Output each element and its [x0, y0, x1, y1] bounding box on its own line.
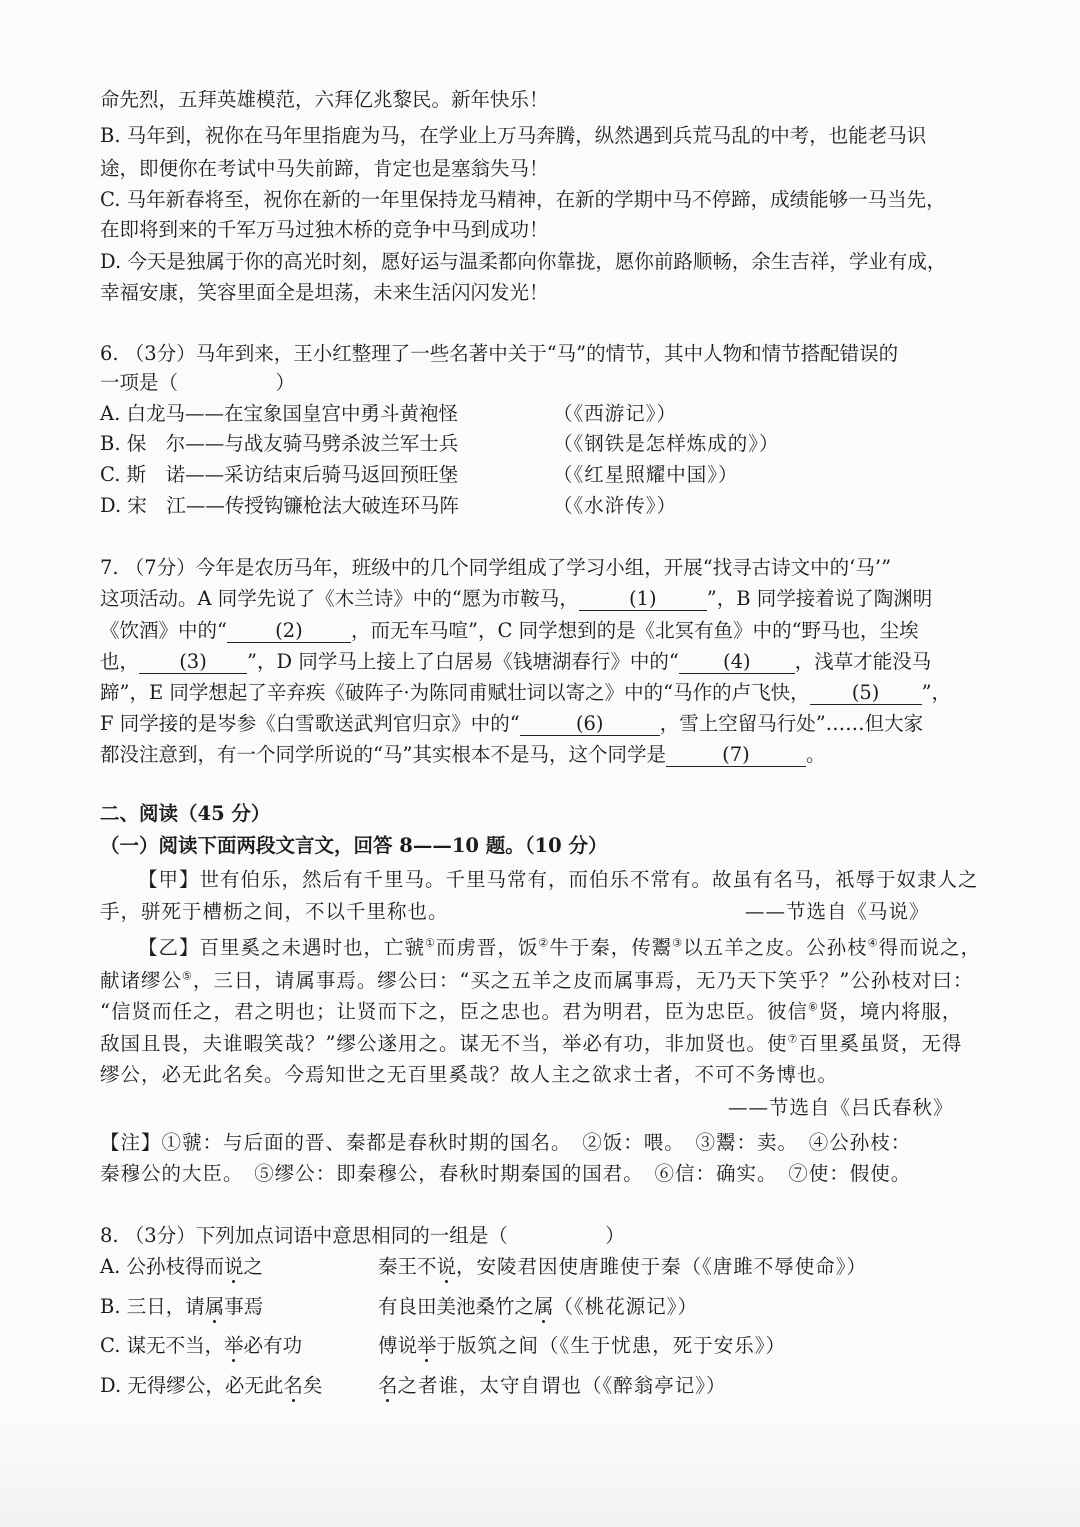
notes-line2: 秦穆公的大臣。 ⑤缪公：即秦穆公，春秋时期秦国的国君。 ⑥信：确实。 ⑦使：假使。 [100, 1162, 912, 1185]
passage-yi-line2 [100, 967, 973, 995]
passage-yi-line4 [100, 1030, 962, 1058]
q7-line6-text-b: ，雪上空留马行处”……但大家 [659, 712, 924, 735]
q7-blank-5[interactable]: (5) [810, 682, 922, 705]
q8-text: 之 [243, 1255, 264, 1278]
yi-text: 献诸缪公 [100, 969, 183, 992]
q8-text: 有良田美池桑竹之 [378, 1295, 535, 1318]
yi-text: “信贤而任之，君之明也；让贤而下之，臣之忠也。君为明君，臣为忠臣。彼信 [100, 1000, 808, 1023]
q8-text: D. 无得缪公，必无此 [100, 1374, 284, 1397]
yi-text: 贤，境内将服， [818, 1000, 963, 1023]
q8-text: 事焉 [224, 1295, 264, 1318]
dotted-word: 举 [224, 1334, 244, 1357]
dotted-word: 举 [417, 1334, 437, 1357]
q8-text: C. 谋无不当， [100, 1334, 225, 1357]
passage-yi-source: ——节选自《吕氏春秋》 [728, 1096, 954, 1119]
q8-option-a-left [100, 1253, 263, 1281]
note-ref: ⑦ [787, 1032, 799, 1046]
q8-text: 傅说 [378, 1334, 418, 1357]
q8-text: B. 三日，请 [100, 1295, 205, 1318]
yi-text: 以五羊之皮。公孙枝 [683, 936, 868, 959]
note-ref: ① [425, 936, 436, 950]
q8-option-c-left [100, 1332, 302, 1360]
q7-line4-text-a: 也， [100, 650, 140, 673]
q8-option-a-right [378, 1253, 867, 1281]
page-bottom-margin [0, 1420, 1080, 1527]
q8-text: 必有功 [243, 1334, 303, 1357]
yi-text: ，三日，请属事焉。缪公曰：“买之五羊之皮而属事焉，无乃天下笑乎？”公孙枝对曰： [192, 969, 974, 992]
note-ref: ④ [867, 936, 879, 950]
q7-blank-2[interactable]: (2) [227, 620, 351, 643]
prev-option-c-line2: 在即将到来的千军万马过独木桥的竞争中马到成功！ [100, 218, 549, 241]
q6-stem-line1: 6. （3分）马年到来，王小红整理了一些名著中关于“马”的情节，其中人物和情节搭配错误的 [100, 342, 899, 365]
q7-blank-3[interactable]: (3) [139, 651, 247, 674]
prev-option-a-tail: 命先烈，五拜英雄模范，六拜亿兆黎民。新年快乐！ [100, 88, 549, 111]
q7-line2-text-a: 这项活动。A 同学先说了《木兰诗》中的“愿为市鞍马， [100, 587, 579, 610]
dotted-word: 名 [283, 1374, 303, 1397]
q7-line5 [100, 679, 951, 707]
q8-text: 秦王不 [378, 1255, 437, 1278]
q7-blank-6[interactable]: (6) [520, 713, 660, 736]
prev-option-d-line1: D. 今天是独属于你的高光时刻，愿好运与温柔都向你靠拢，愿你前路顺畅，余生吉祥，学业有成， [100, 250, 947, 273]
q7-line7 [100, 741, 825, 769]
q6-stem-line2: 一项是（ ） [100, 371, 296, 394]
q6-option-a: A. 白龙马——在宝象国皇宫中勇斗黄袍怪 [100, 402, 458, 425]
subsection-heading: （一）阅读下面两段文言文，回答 8——10 题。（10 分） [100, 834, 608, 857]
note-ref: ③ [672, 936, 684, 950]
q8-option-b-left [100, 1293, 263, 1321]
q8-option-b-right [378, 1293, 698, 1321]
prev-option-b-line2: 途，即便你在考试中马失前蹄，肯定也是塞翁失马！ [100, 157, 549, 180]
q8-option-c-right [378, 1332, 786, 1360]
yi-text: 敌国且畏，夫谁暇笑哉？”缪公遂用之。谋无不当，举必有功，非加贤也。使 [100, 1032, 788, 1055]
q6-option-a-book: （《西游记》） [553, 402, 678, 425]
q8-text: （《桃花源记》） [553, 1295, 699, 1318]
q7-line7-text-a: 都没注意到，有一个同学所说的“马”其实根本不是马，这个同学是 [100, 743, 666, 766]
q7-blank-4[interactable]: (4) [679, 651, 795, 674]
dotted-word: 属 [534, 1295, 554, 1318]
q7-line1: 7. （7分）今年是农历马年，班级中的几个同学组成了学习小组，开展“找寻古诗文中的‘马’” [100, 556, 892, 579]
dotted-word: 属 [204, 1295, 225, 1318]
q6-option-d-book: （《水浒传》） [553, 494, 678, 517]
q8-text: A. 公孙枝得而 [100, 1255, 224, 1278]
q7-line3-text-b: ，而无车马喧”，C 同学想到的是《北冥有鱼》中的“野马也，尘埃 [350, 619, 919, 642]
q7-line2 [100, 585, 932, 613]
q7-line4-text-b: ”，D 同学马上接上了白居易《钱塘湖春行》中的“ [247, 650, 679, 673]
q6-option-b: B. 保 尔——与战友骑马劈杀波兰军士兵 [100, 432, 459, 455]
q8-stem: 8. （3分）下列加点词语中意思相同的一组是（ ） [100, 1224, 625, 1247]
passage-jia-line1: 【甲】世有伯乐，然后有千里马。千里马常有，而伯乐不常有。故虽有名马，祇辱于奴隶人之 [138, 868, 979, 891]
q7-line5-text-b: ”， [921, 681, 952, 704]
q6-option-d: D. 宋 江——传授钩镰枪法大破连环马阵 [100, 494, 459, 517]
yi-text: 【乙】百里奚之未遇时也，亡虢 [138, 936, 426, 959]
q8-text: ，安陵君因使唐雎使于秦（《唐雎不辱使命》） [456, 1255, 868, 1278]
yi-text: 得而说之， [878, 936, 982, 959]
q7-line5-text-a: 蹄”，E 同学想起了辛弃疾《破阵子·为陈同甫赋壮词以寄之》中的“马作的卢飞快， [100, 681, 810, 704]
prev-option-b-line1: B. 马年到，祝你在马年里指鹿为马，在学业上万马奔腾，纵然遇到兵荒马乱的中考，也能老马识 [100, 124, 927, 147]
prev-option-d-line2: 幸福安康，笑容里面全是坦荡，未来生活闪闪发光！ [100, 281, 549, 304]
q7-line6 [100, 710, 923, 738]
q7-line7-text-b: 。 [805, 743, 826, 766]
q8-text: 于版筑之间（《生于忧患，死于安乐》） [436, 1334, 787, 1357]
dotted-word: 名 [378, 1374, 398, 1397]
prev-option-c-line1: C. 马年新春将至，祝你在新的一年里保持龙马精神，在新的学期中马不停蹄，成绩能够一马当先， [100, 188, 946, 211]
q6-option-c: C. 斯 诺——采访结束后骑马返回预旺堡 [100, 463, 459, 486]
passage-yi-line3 [100, 998, 962, 1026]
q7-line3-text-a: 《饮酒》中的“ [100, 619, 227, 642]
q7-blank-7[interactable]: (7) [666, 744, 806, 767]
q7-blank-1[interactable]: (1) [579, 588, 707, 611]
dotted-word: 说 [436, 1255, 457, 1278]
yi-text: 牛于秦，传鬻 [549, 936, 673, 959]
passage-jia-source: ——节选自《马说》 [745, 900, 930, 923]
q7-line4 [100, 648, 931, 676]
dotted-word: 说 [223, 1255, 244, 1278]
q8-option-d-right [378, 1372, 727, 1400]
passage-yi-line1 [138, 934, 981, 962]
q7-line2-text-b: ”，B 同学接着说了陶渊明 [706, 587, 933, 610]
q8-text: 矣 [302, 1374, 323, 1397]
notes-line1: 【注】①虢：与后面的晋、秦都是春秋时期的国名。 ②饭：喂。 ③鬻：卖。 ④公孙枝： [100, 1131, 912, 1154]
note-ref: ⑥ [807, 1000, 819, 1014]
yi-text: 而虏晋，饭 [435, 936, 539, 959]
yi-text: 百里奚虽贤，无得 [798, 1032, 963, 1055]
q7-line6-text-a: F 同学接的是岑参《白雪歌送武判官归京》中的“ [100, 712, 520, 735]
q6-option-b-book: （《钢铁是怎样炼成的》） [553, 432, 780, 455]
passage-jia-line2: 手，骈死于槽枥之间，不以千里称也。 [100, 900, 449, 923]
section-heading: 二、阅读（45 分） [100, 802, 271, 825]
note-ref: ② [538, 936, 550, 950]
q6-option-c-book: （《红星照耀中国》） [553, 463, 739, 486]
q7-line4-text-c: ，浅草才能没马 [794, 650, 932, 673]
note-ref: ⑤ [182, 969, 193, 983]
q8-option-d-left [100, 1372, 322, 1400]
passage-yi-line5: 缪公，必无此名矣。今焉知世之无百里奚哉？故人主之欲求士者，不可不务博也。 [100, 1063, 839, 1086]
q7-line3 [100, 617, 919, 645]
q8-text: 之者谁，太守自谓也（《醉翁亭记》） [397, 1374, 727, 1397]
